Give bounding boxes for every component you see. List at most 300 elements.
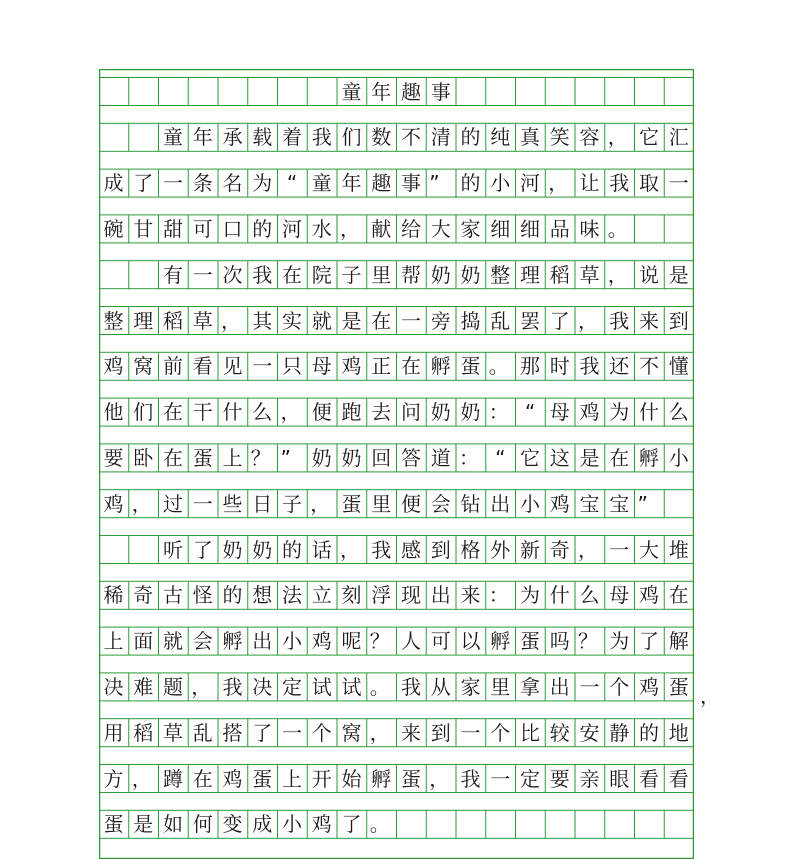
grid-char: 我: [609, 171, 630, 196]
grid-char: 载: [252, 125, 273, 150]
grid-char: 事: [401, 171, 421, 196]
grid-char: 大: [639, 537, 659, 562]
grid-char: 一: [609, 537, 630, 562]
grid-char: 上: [222, 445, 243, 470]
grid-char: 在: [371, 308, 392, 333]
grid-char: 草: [192, 308, 213, 333]
grid-char: 会: [192, 629, 213, 654]
grid-char: 正: [371, 354, 392, 379]
grid-char: 答: [401, 445, 421, 470]
grid-char: 笑: [549, 125, 570, 150]
grid-char: 成: [103, 171, 124, 196]
grid-char: 刻: [341, 583, 362, 608]
grid-char: 的: [282, 537, 302, 562]
grid-char: 甜: [163, 216, 183, 241]
grid-char: 过: [163, 491, 183, 516]
grid-char: 上: [103, 629, 124, 654]
grid-char: 他: [103, 400, 124, 425]
grid-char: 草: [163, 720, 183, 745]
grid-char: 在: [668, 583, 689, 608]
grid-char: 试: [311, 674, 332, 699]
grid-char: 数: [371, 125, 392, 150]
grid-char: 会: [430, 491, 451, 516]
grid-char: 家: [460, 674, 481, 699]
grid-char: 了: [192, 537, 213, 562]
grid-char: 奶: [222, 537, 243, 562]
grid-char: 一: [163, 171, 183, 196]
grid-char: 了: [549, 308, 570, 333]
grid-char: 理: [133, 308, 154, 333]
grid-char: 一: [192, 262, 213, 287]
grid-char: 趣: [371, 171, 392, 196]
grid-char: 感: [401, 537, 421, 562]
grid-char: 话: [311, 537, 332, 562]
grid-char: 来: [460, 583, 481, 608]
title-char: 趣: [401, 79, 421, 104]
grid-char: ？: [250, 445, 271, 470]
grid-char: 地: [668, 720, 689, 745]
grid-char: 在: [192, 766, 213, 791]
grid-char: 承: [222, 125, 243, 150]
grid-char: 格: [460, 537, 481, 562]
grid-char: 定: [282, 674, 302, 699]
grid-char: 乱: [490, 308, 511, 333]
grid-char: 来: [639, 308, 659, 333]
grid-char: 回: [371, 445, 392, 470]
grid-char: 个: [311, 720, 332, 745]
grid-char: 些: [222, 491, 243, 516]
grid-char: ”: [429, 171, 440, 196]
grid-char: 不: [401, 125, 421, 150]
grid-char: 鸡: [549, 491, 570, 516]
grid-char: 稻: [133, 720, 154, 745]
grid-char: ：: [488, 400, 509, 425]
grid-char: 年: [192, 125, 213, 150]
grid-char: 。: [369, 674, 390, 699]
grid-char: 的: [252, 216, 273, 241]
grid-char: 一: [192, 491, 213, 516]
grid-char: 看: [639, 766, 659, 791]
overflow-punctuation: ，: [700, 684, 720, 708]
grid-char: 看: [668, 766, 689, 791]
grid-char: 一: [460, 720, 481, 745]
grid-char: 从: [430, 674, 451, 699]
grid-char: 一: [579, 674, 600, 699]
grid-char: “: [286, 171, 298, 196]
grid-char: 眼: [609, 766, 630, 791]
grid-char: 理: [520, 262, 540, 287]
grid-char: 来: [401, 720, 421, 745]
grid-char: ”: [637, 491, 648, 516]
grid-char: 里: [490, 674, 511, 699]
grid-char: 口: [222, 216, 243, 241]
grid-char: ，: [191, 674, 212, 699]
grid-char: 真: [520, 125, 540, 150]
grid-char: 为: [520, 583, 540, 608]
grid-char: 跑: [341, 400, 362, 425]
grid-char: 蛋: [103, 812, 124, 837]
grid-char: 。: [607, 216, 628, 241]
grid-char: 蛋: [192, 445, 213, 470]
grid-char: 亲: [579, 766, 600, 791]
grid-char: 鸡: [222, 766, 243, 791]
grid-char: 日: [252, 491, 273, 516]
grid-char: 解: [668, 629, 689, 654]
grid-char: 给: [401, 216, 421, 241]
grid-char: 我: [371, 537, 392, 562]
grid-char: 鸡: [311, 812, 332, 837]
grid-char: 出: [490, 491, 511, 516]
grid-char: “: [524, 400, 536, 425]
grid-char: 要: [103, 445, 124, 470]
grid-char: 孵: [222, 629, 243, 654]
grid-char: 一: [401, 308, 421, 333]
grid-char: 奶: [460, 262, 481, 287]
grid-char: ，: [310, 491, 331, 516]
grid-char: 整: [103, 308, 124, 333]
grid-char: 品: [549, 216, 570, 241]
grid-char: 说: [639, 262, 659, 287]
grid-char: 试: [341, 674, 362, 699]
grid-char: 小: [490, 171, 511, 196]
grid-char: 我: [579, 354, 600, 379]
grid-char: 实: [282, 308, 302, 333]
grid-char: 为: [609, 629, 630, 654]
grid-char: 大: [430, 216, 451, 241]
grid-char: 我: [401, 674, 421, 699]
grid-char: 那: [520, 354, 540, 379]
grid-char: 一: [252, 354, 273, 379]
grid-char: 如: [163, 812, 183, 837]
grid-char: 卧: [133, 445, 154, 470]
grid-char: 个: [490, 720, 511, 745]
grid-char: 其: [252, 308, 273, 333]
grid-char: 帮: [401, 262, 421, 287]
grid-char: 么: [668, 400, 689, 425]
grid-char: 始: [341, 766, 362, 791]
grid-char: 了: [341, 812, 362, 837]
grid-char: 稻: [163, 308, 183, 333]
grid-char: 什: [639, 400, 659, 425]
grid-char: 不: [639, 354, 659, 379]
grid-char: 水: [311, 216, 332, 241]
grid-char: 奶: [460, 400, 481, 425]
grid-char: 碗: [103, 216, 124, 241]
grid-char: 还: [609, 354, 630, 379]
grid-char: 这: [549, 445, 570, 470]
grid-char: 为: [609, 400, 630, 425]
grid-char: 钻: [460, 491, 481, 516]
grid-char: 河: [282, 216, 302, 241]
grid-char: 方: [103, 766, 124, 791]
grid-char: ，: [548, 171, 569, 196]
grid-char: 。: [488, 354, 509, 379]
grid-char: 我: [222, 674, 243, 699]
grid-char: 河: [520, 171, 540, 196]
grid-char: 里: [371, 491, 392, 516]
grid-char: 新: [520, 537, 540, 562]
grid-char: 我: [252, 262, 273, 287]
grid-char: 是: [668, 262, 689, 287]
composition-sheet: [99, 69, 694, 859]
grid-char: 外: [490, 537, 511, 562]
grid-char: 只: [282, 354, 302, 379]
grid-char: ：: [488, 583, 509, 608]
grid-char: 子: [282, 491, 302, 516]
grid-char: 纯: [490, 125, 511, 150]
grid-char: 的: [460, 125, 481, 150]
grid-char: 怪: [192, 583, 213, 608]
grid-char: 在: [163, 400, 183, 425]
grid-char: 法: [282, 583, 302, 608]
grid-char: 成: [252, 812, 273, 837]
grid-char: 去: [371, 400, 392, 425]
grid-char: 想: [252, 583, 273, 608]
grid-char: 安: [579, 720, 600, 745]
grid-char: 鸡: [311, 629, 332, 654]
grid-char: 乱: [192, 720, 213, 745]
grid-char: 搭: [222, 720, 243, 745]
grid-char: 要: [549, 766, 570, 791]
grid-char: 是: [133, 812, 154, 837]
grid-char: 童: [311, 171, 332, 196]
grid-char: 时: [549, 354, 570, 379]
grid-char: 清: [430, 125, 451, 150]
grid-char: 孵: [490, 629, 511, 654]
grid-char: 蹲: [163, 766, 183, 791]
grid-char: 在: [282, 262, 302, 287]
grid-char: 何: [192, 812, 213, 837]
grid-char: 子: [341, 262, 362, 287]
grid-char: ，: [578, 308, 598, 333]
grid-char: 较: [549, 720, 570, 745]
grid-char: 取: [639, 171, 659, 196]
grid-char: ，: [131, 766, 152, 791]
grid-char: 蛋: [252, 766, 273, 791]
grid-char: ，: [221, 308, 241, 333]
grid-char: 面: [133, 629, 154, 654]
grid-char: ，: [429, 766, 450, 791]
grid-char: 了: [133, 171, 154, 196]
grid-char: 浮: [371, 583, 392, 608]
grid-char: 现: [401, 583, 421, 608]
grid-char: 用: [103, 720, 124, 745]
grid-char: 什: [549, 583, 570, 608]
grid-char: 汇: [668, 125, 689, 150]
grid-char: 的: [460, 171, 481, 196]
grid-char: 题: [163, 674, 183, 699]
grid-char: 我: [460, 766, 481, 791]
grid-char: 难: [133, 674, 154, 699]
grid-char: 决: [252, 674, 273, 699]
grid-char: 鸡: [341, 354, 362, 379]
grid-char: 到: [430, 537, 451, 562]
grid-char: 蛋: [401, 766, 421, 791]
grid-char: 稀: [103, 583, 124, 608]
grid-char: 以: [460, 629, 481, 654]
grid-char: 容: [579, 125, 600, 150]
grid-char: 小: [668, 445, 689, 470]
grid-char: 就: [163, 629, 183, 654]
grid-char: 变: [222, 812, 243, 837]
grid-char: 宝: [579, 491, 600, 516]
grid-char: 旁: [430, 308, 451, 333]
grid-char: 个: [609, 674, 630, 699]
grid-char: 看: [192, 354, 213, 379]
grid-char: 奶: [252, 537, 273, 562]
grid-char: 母: [311, 354, 332, 379]
grid-char: 稻: [549, 262, 570, 287]
grid-char: 出: [252, 629, 273, 654]
grid-char: 院: [311, 262, 332, 287]
grid-char: 我: [609, 308, 630, 333]
grid-char: 什: [222, 400, 243, 425]
grid-char: 捣: [460, 308, 481, 333]
grid-char: 献: [371, 216, 392, 241]
grid-char: 可: [430, 629, 451, 654]
grid-char: 鸡: [639, 583, 659, 608]
grid-char: 奶: [341, 445, 362, 470]
grid-char: ，: [578, 537, 598, 562]
grid-char: 为: [252, 171, 273, 196]
grid-char: ，: [607, 125, 628, 150]
grid-char: 们: [133, 400, 154, 425]
grid-char: 人: [401, 629, 421, 654]
grid-char: 就: [311, 308, 332, 333]
grid-char: 蛋: [341, 491, 362, 516]
grid-char: 小: [520, 491, 540, 516]
grid-char: 。: [369, 812, 390, 837]
grid-char: 么: [252, 400, 273, 425]
grid-char: 我: [311, 125, 332, 150]
grid-char: 蛋: [668, 674, 689, 699]
grid-char: 母: [609, 583, 630, 608]
grid-char: 整: [490, 262, 511, 287]
grid-char: ：: [459, 445, 479, 470]
grid-char: 鸡: [103, 354, 124, 379]
grid-char: 静: [609, 720, 630, 745]
grid-char: 一: [490, 766, 511, 791]
grid-char: 着: [282, 125, 302, 150]
grid-char: 孵: [430, 354, 451, 379]
grid-char: 母: [549, 400, 570, 425]
grid-char: 听: [163, 537, 183, 562]
grid-char: 童: [163, 125, 183, 150]
grid-char: 奶: [430, 262, 451, 287]
grid-char: 立: [311, 583, 332, 608]
grid-char: 是: [341, 308, 362, 333]
grid-char: 定: [520, 766, 540, 791]
grid-char: 上: [282, 766, 302, 791]
grid-char: 奶: [430, 400, 451, 425]
grid-char: 前: [163, 354, 183, 379]
grid-char: 干: [192, 400, 213, 425]
grid-char: 的: [222, 583, 243, 608]
grid-char: 在: [163, 445, 183, 470]
grid-char: 拿: [520, 674, 540, 699]
grid-char: 甘: [133, 216, 154, 241]
grid-char: 它: [520, 445, 540, 470]
grid-char: 一: [282, 720, 302, 745]
grid-char: 罢: [520, 308, 540, 333]
grid-char: ，: [340, 537, 360, 562]
grid-char: 比: [520, 720, 540, 745]
grid-char: 便: [311, 400, 332, 425]
grid-char: 小: [282, 812, 302, 837]
grid-char: ，: [280, 400, 301, 425]
grid-char: ，: [369, 720, 390, 745]
title-char: 年: [371, 79, 392, 104]
grid-char: 鸡: [579, 400, 600, 425]
grid-char: “: [495, 445, 506, 470]
grid-char: 奇: [133, 583, 154, 608]
grid-char: 里: [371, 262, 392, 287]
grid-char: ，: [340, 216, 360, 241]
grid-char: 细: [520, 216, 540, 241]
grid-char: 一: [668, 171, 689, 196]
grid-char: 鸡: [103, 491, 124, 516]
grid-char: 蛋: [460, 354, 481, 379]
grid-char: ，: [607, 262, 628, 287]
grid-char: 味: [579, 216, 600, 241]
grid-char: 窝: [341, 720, 362, 745]
grid-char: 见: [222, 354, 243, 379]
grid-char: 可: [192, 216, 213, 241]
grid-char: 条: [192, 171, 213, 196]
grid-char: 在: [609, 445, 630, 470]
grid-char: 年: [341, 171, 362, 196]
grid-char: 蛋: [520, 629, 540, 654]
grid-char: ，: [131, 491, 152, 516]
grid-char: 们: [341, 125, 362, 150]
grid-char: 出: [549, 674, 570, 699]
grid-char: 的: [639, 720, 659, 745]
grid-char: 到: [430, 720, 451, 745]
grid-char: 让: [579, 171, 600, 196]
grid-char: 在: [401, 354, 421, 379]
title-char: 事: [430, 79, 451, 104]
grid-char: 开: [311, 766, 332, 791]
grid-char: 古: [163, 583, 183, 608]
grid-char: 懂: [668, 354, 689, 379]
grid-char: 家: [460, 216, 481, 241]
grid-char: 道: [430, 445, 451, 470]
grid-char: 有: [163, 262, 183, 287]
grid-char: 到: [668, 308, 689, 333]
grid-char: 了: [639, 629, 659, 654]
grid-char: 了: [252, 720, 273, 745]
grid-char: 名: [222, 171, 243, 196]
grid-char: 问: [401, 400, 421, 425]
title-char: 童: [341, 79, 362, 104]
grid-char: 孵: [371, 766, 392, 791]
grid-char: 是: [579, 445, 600, 470]
grid-char: 决: [103, 674, 124, 699]
grid-char: 窝: [133, 354, 154, 379]
grid-char: ？: [578, 629, 598, 654]
grid-char: 奇: [549, 537, 570, 562]
grid-char: 次: [222, 262, 243, 287]
grid-char: 鸡: [639, 674, 659, 699]
grid-char: 吗: [549, 629, 570, 654]
grid-char: 么: [579, 583, 600, 608]
grid-char: 草: [579, 262, 600, 287]
grid-char: 小: [282, 629, 302, 654]
grid-char: 堆: [668, 537, 689, 562]
grid-char: 它: [639, 125, 659, 150]
grid-char: ”: [280, 445, 291, 470]
grid-char: 便: [401, 491, 421, 516]
